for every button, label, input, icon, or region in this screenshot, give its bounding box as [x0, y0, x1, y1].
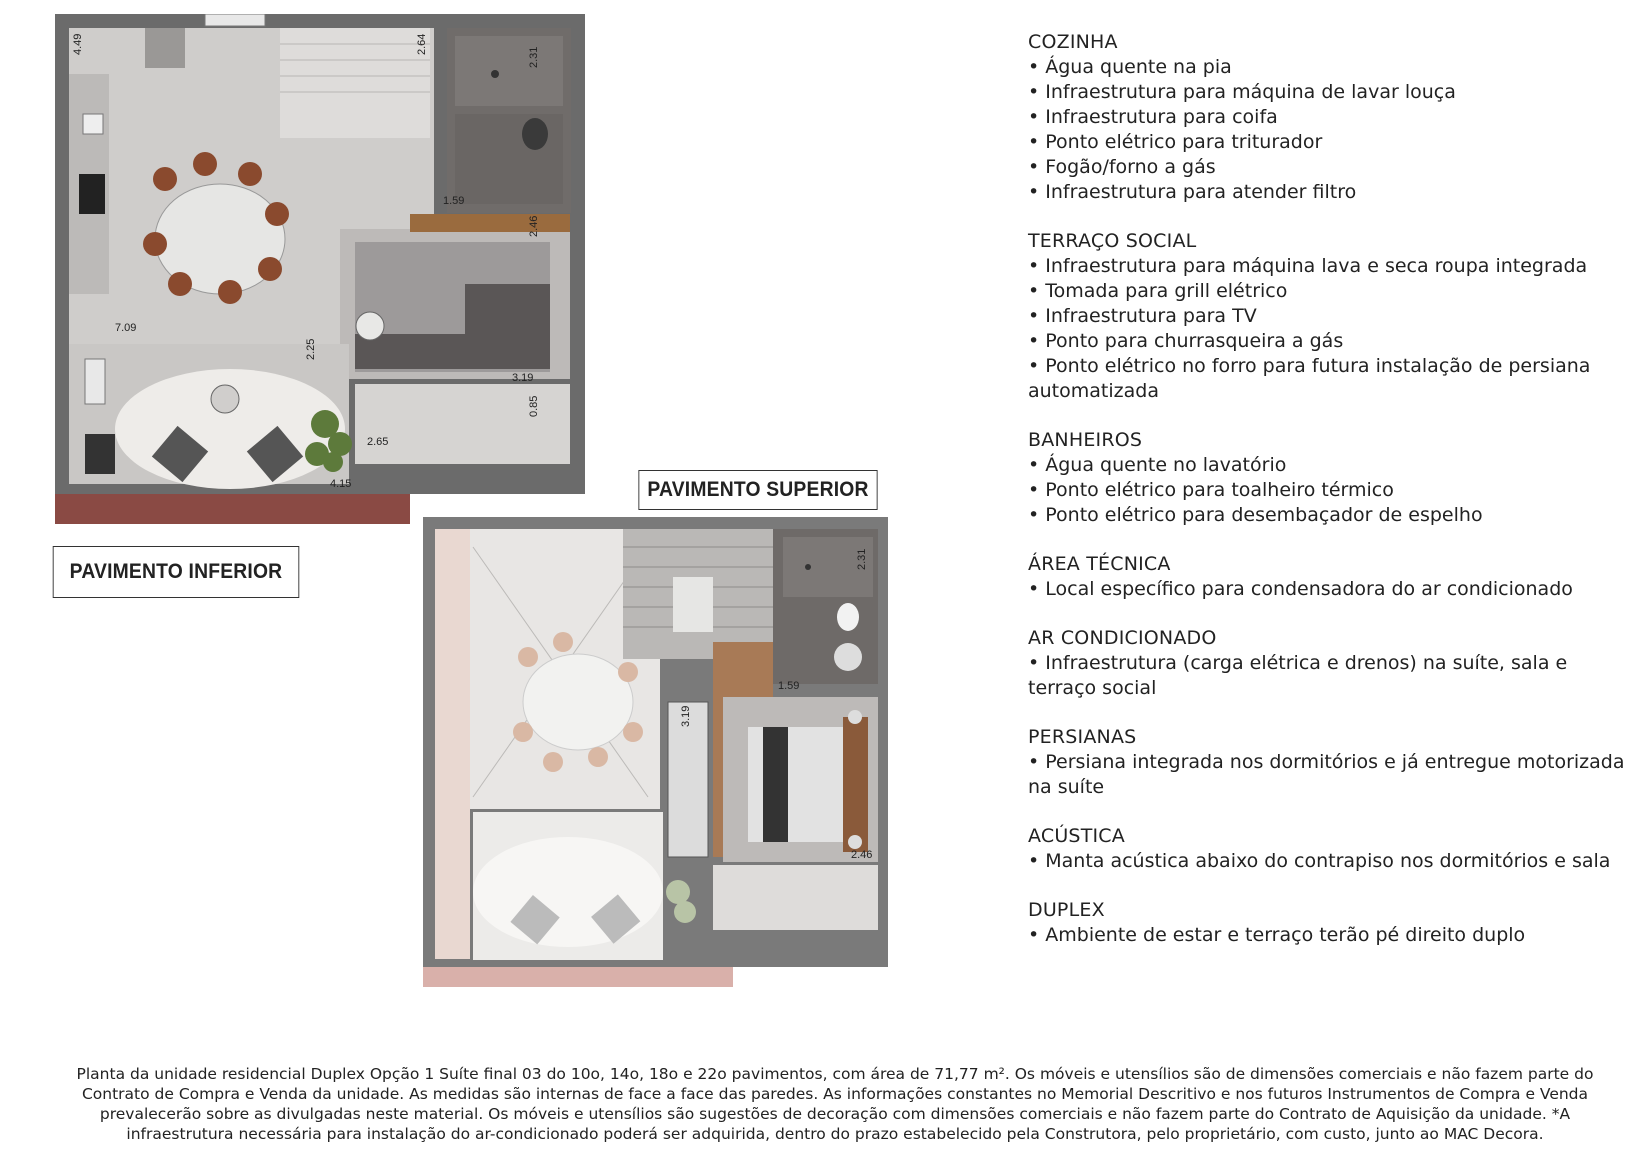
- spec-section: [1028, 30, 1628, 205]
- dimension-label: 2.65: [367, 436, 389, 448]
- dimension-label: 2.31: [856, 548, 868, 570]
- dimension-label: 3.19: [512, 372, 534, 384]
- dimension-label: 2.31: [528, 46, 540, 68]
- spec-section: [1028, 824, 1628, 874]
- dimension-label: 2.46: [528, 215, 540, 237]
- spec-item: • Infraestrutura (carga elétrica e drenos) na suíte, sala e terraço social: [1028, 652, 1568, 699]
- spec-item: • Infraestrutura para TV: [1028, 305, 1257, 327]
- spec-item: • Água quente no lavatório: [1028, 454, 1287, 476]
- spec-item: • Ponto elétrico para triturador: [1028, 131, 1323, 153]
- dimension-label: 4.15: [330, 478, 352, 490]
- dimension-label: 3.19: [680, 705, 692, 727]
- spec-section: [1028, 229, 1628, 404]
- spec-section-title: COZINHA: [1028, 31, 1118, 53]
- spec-item: • Infraestrutura para atender filtro: [1028, 181, 1357, 203]
- lower-floor-plan: [55, 14, 590, 559]
- feature-spec-list: [1028, 30, 1628, 972]
- spec-item: • Água quente na pia: [1028, 56, 1232, 78]
- dimension-label: 4.49: [72, 33, 84, 55]
- dimension-label: 1.59: [778, 680, 800, 692]
- spec-item: • Persiana integrada nos dormitórios e já entregue motorizada na suíte: [1028, 751, 1625, 798]
- upper-floor-label: PAVIMENTO SUPERIOR: [638, 470, 877, 510]
- dimension-label: 7.09: [115, 322, 137, 334]
- spec-item: • Ambiente de estar e terraço terão pé direito duplo: [1028, 924, 1526, 946]
- spec-item: • Manta acústica abaixo do contrapiso nos dormitórios e sala: [1028, 850, 1611, 872]
- spec-section: [1028, 725, 1628, 800]
- spec-item: • Infraestrutura para máquina lava e seca roupa integrada: [1028, 255, 1588, 277]
- spec-section-title: ACÚSTICA: [1028, 825, 1125, 847]
- dimension-label: 2.46: [851, 849, 873, 861]
- spec-section: [1028, 898, 1628, 948]
- spec-section-title: DUPLEX: [1028, 899, 1105, 921]
- spec-section-title: ÁREA TÉCNICA: [1028, 553, 1171, 575]
- spec-item: • Ponto elétrico para toalheiro térmico: [1028, 479, 1394, 501]
- dimension-label: 1.59: [443, 195, 465, 207]
- dimension-label: 2.64: [416, 33, 428, 55]
- spec-item: • Infraestrutura para coifa: [1028, 106, 1278, 128]
- spec-item: • Ponto para churrasqueira a gás: [1028, 330, 1344, 352]
- dimension-label: 0.85: [528, 395, 540, 417]
- spec-section-title: PERSIANAS: [1028, 726, 1137, 748]
- upper-floor-plan: [423, 517, 893, 992]
- spec-section-title: AR CONDICIONADO: [1028, 627, 1217, 649]
- spec-item: • Ponto elétrico para desembaçador de espelho: [1028, 504, 1483, 526]
- spec-section: [1028, 552, 1628, 602]
- spec-item: • Tomada para grill elétrico: [1028, 280, 1288, 302]
- spec-section-title: TERRAÇO SOCIAL: [1028, 230, 1197, 252]
- spec-item: • Local específico para condensadora do ar condicionado: [1028, 578, 1573, 600]
- spec-item: • Fogão/forno a gás: [1028, 156, 1216, 178]
- legal-footnote: Planta da unidade residencial Duplex Opção 1 Suíte final 03 do 10o, 14o, 18o e 22o pavimentos, com área de 71,77 m². Os móveis e utensílios são de dimensões comerciais e não fazem parte do Contrato de Compra e Venda da unidade. As medidas são internas de face a face das paredes. As informações constantes no Memorial Descritivo e nos futuros Instrumentos de Compra e Venda prevalecerão sobre as divulgadas neste material. Os móveis e utensílios são sugestões de decoração com dimensões comerciais e não fazem parte do Contrato de Aquisição da unidade. *A infraestrutura necessária para instalação do ar-condicionado poderá ser adquirida, dentro do prazo estabelecido pela Construtora, pelo proprietário, com custo, junto ao MAC Decora.: [76, 1065, 1594, 1143]
- spec-item: • Infraestrutura para máquina de lavar louça: [1028, 81, 1456, 103]
- dimension-label: 2.25: [305, 338, 317, 360]
- spec-section: [1028, 626, 1628, 701]
- spec-section-title: BANHEIROS: [1028, 429, 1143, 451]
- spec-item: • Ponto elétrico no forro para futura instalação de persiana automatizada: [1028, 355, 1591, 402]
- lower-floor-label: PAVIMENTO INFERIOR: [53, 546, 300, 598]
- spec-section: [1028, 428, 1628, 528]
